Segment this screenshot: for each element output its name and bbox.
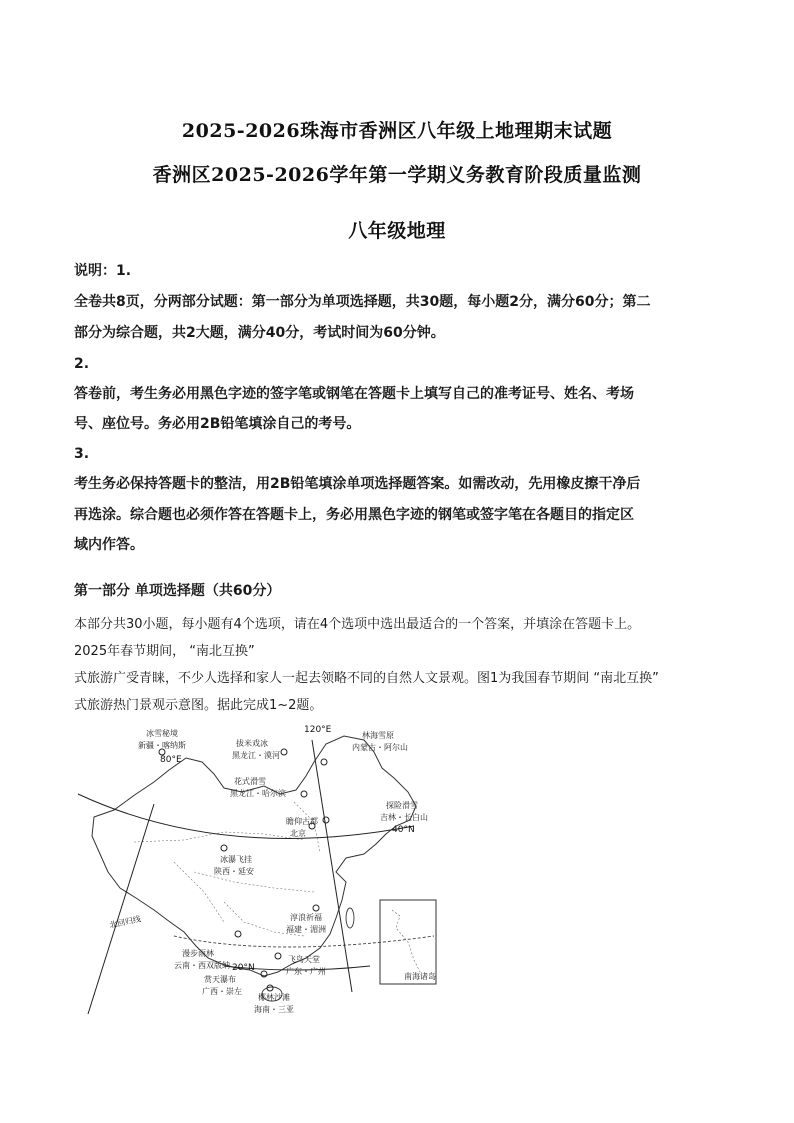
label-yn1: 漫步雨林 bbox=[182, 949, 214, 958]
exam-title: 2025-2026珠海市香洲区八年级上地理期末试题 bbox=[181, 120, 613, 142]
label-gx1: 赏天瀑布 bbox=[204, 975, 236, 984]
question-line-3: 式旅游热门景观示意图。据此完成1~2题。 bbox=[74, 698, 323, 713]
label-hb1: 花式滑雪 bbox=[234, 777, 266, 786]
label-fj2: 福建・湄洲 bbox=[286, 925, 326, 934]
label-lon80: 80°E bbox=[160, 755, 182, 765]
exam-subtitle: 香洲区2025-2026学年第一学期义务教育阶段质量监测 bbox=[152, 164, 642, 186]
label-sx2: 陕西・延安 bbox=[214, 867, 254, 876]
question-line-1: 2025年春节期间， “南北互换” bbox=[74, 644, 255, 659]
label-hl2: 黑龙江・漠河 bbox=[232, 751, 280, 760]
label-xj1: 冰雪秘境 bbox=[146, 729, 178, 738]
china-outline bbox=[92, 736, 416, 976]
label-nm1: 林海雪原 bbox=[362, 731, 394, 740]
instruction-3-number: 3. bbox=[74, 446, 90, 462]
instructions-heading: 说明：1. bbox=[74, 263, 132, 279]
label-jl1: 探险滑雪 bbox=[386, 801, 418, 810]
label-lat20: 20°N bbox=[232, 963, 255, 973]
instruction-1-line-1: 全卷共8页，分两部分试题：第一部分为单项选择题，共30题，每小题2分，满分60分；第二 bbox=[74, 294, 651, 310]
label-gd2: 广东・广州 bbox=[286, 967, 326, 976]
instruction-2-line-2: 号、座位号。务必用2B铅笔填涂自己的考号。 bbox=[74, 416, 361, 432]
label-hb2: 黑龙江・哈尔滨 bbox=[230, 789, 286, 798]
label-bj1: 瞻仰古都 bbox=[286, 817, 318, 826]
label-nm2: 内蒙古・阿尔山 bbox=[352, 743, 408, 752]
instruction-3-line-1: 考生务必保持答题卡的整洁，用2B铅笔填涂单项选择题答案。如需改动，先用橡皮擦干净后 bbox=[74, 476, 641, 492]
instruction-1-line-2: 部分为综合题，共2大题，满分40分，考试时间为60分钟。 bbox=[74, 325, 445, 341]
label-hl1: 拔米戏冰 bbox=[236, 739, 268, 748]
label-gd1: 飞鸟天堂 bbox=[288, 955, 320, 964]
instruction-3-line-2: 再选涂。综合题也必须作答在答题卡上，务必用黑色字迹的钢笔或签字笔在各题目的指定区 bbox=[74, 507, 634, 523]
label-sx1: 冰瀑飞挂 bbox=[220, 855, 252, 864]
part1-intro: 本部分共30小题，每小题有4个选项，请在4个选项中选出最适合的一个答案，并填涂在答题卡上。 bbox=[74, 617, 641, 632]
label-yn2: 云南・西双版纳 bbox=[174, 961, 230, 970]
label-tropic: 北回归线 bbox=[108, 914, 142, 930]
label-bj2: 北京 bbox=[290, 829, 306, 838]
instruction-2-number: 2. bbox=[74, 356, 90, 372]
china-tourism-map bbox=[74, 722, 440, 1014]
instruction-3-line-3: 域内作答。 bbox=[74, 537, 144, 553]
label-jl2: 吉林・长白山 bbox=[380, 813, 428, 822]
label-gx2: 广西・崇左 bbox=[202, 987, 242, 996]
label-lat40: 40°N bbox=[392, 825, 415, 835]
label-hn2: 海南・三亚 bbox=[254, 1005, 294, 1014]
label-hn1: 椰林沙滩 bbox=[258, 993, 290, 1002]
label-xj2: 新疆・喀纳斯 bbox=[138, 741, 186, 750]
subject-title: 八年级地理 bbox=[348, 220, 446, 242]
part1-heading: 第一部分 单项选择题（共60分） bbox=[74, 583, 281, 599]
inset-label: 南海诸岛 bbox=[404, 972, 436, 981]
question-line-2: 式旅游广受青睐，不少人选择和家人一起去领略不同的自然人文景观。图1为我国春节期间 “南北互换” bbox=[74, 671, 659, 686]
label-fj1: 淳浪祈福 bbox=[290, 913, 322, 922]
label-lon120: 120°E bbox=[304, 725, 332, 735]
instruction-2-line-1: 答卷前，考生务必用黑色字迹的签字笔或钢笔在答题卡上填写自己的准考证号、姓名、考场 bbox=[74, 386, 634, 402]
